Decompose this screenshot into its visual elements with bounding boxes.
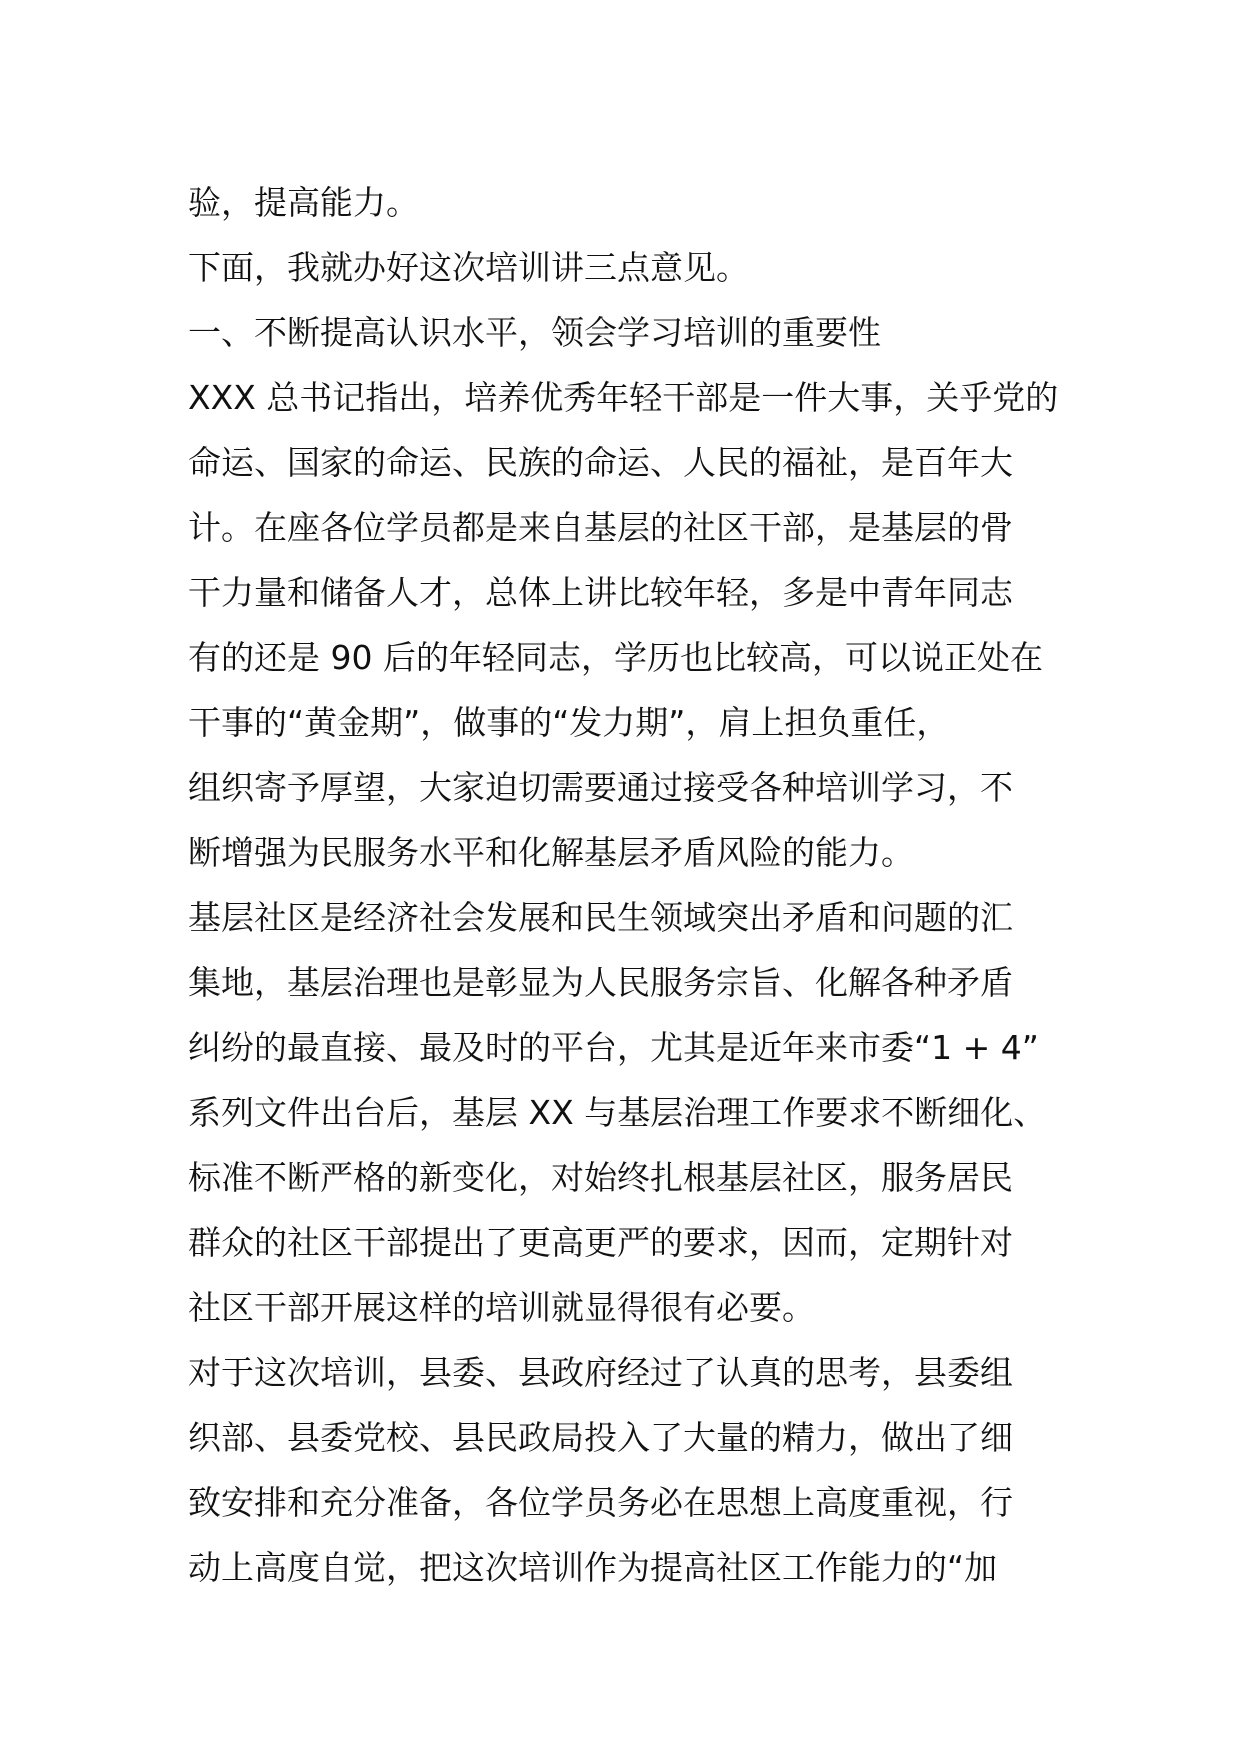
document-body: [188, 170, 1068, 1600]
text-line: 织部、县委党校、县民政局投入了大量的精力，做出了细: [188, 1418, 1013, 1457]
text-line: 基层社区是经济社会发展和民生领域突出矛盾和问题的汇: [188, 898, 1013, 937]
text-line: 组织寄予厚望，大家迫切需要通过接受各种培训学习，不: [188, 768, 1013, 807]
text-line: 验，提高能力。: [188, 183, 419, 222]
text-line: XXX 总书记指出，培养优秀年轻干部是一件大事，关乎党的: [188, 378, 1059, 417]
text-line: 系列文件出台后，基层 XX 与基层治理工作要求不断细化、: [188, 1093, 1047, 1132]
text-line: 命运、国家的命运、民族的命运、人民的福祉，是百年大: [188, 443, 1013, 482]
text-line: 集地，基层治理也是彰显为人民服务宗旨、化解各种矛盾: [188, 963, 1013, 1002]
text-line: 纠纷的最直接、最及时的平台，尤其是近年来市委“1 + 4”: [188, 1028, 1039, 1067]
text-line: 计。在座各位学员都是来自基层的社区干部，是基层的骨: [188, 508, 1013, 547]
text-line: 对于这次培训，县委、县政府经过了认真的思考，县委组: [188, 1353, 1013, 1392]
section-heading: 一、不断提高认识水平，领会学习培训的重要性: [188, 313, 881, 352]
text-line: 标准不断严格的新变化，对始终扎根基层社区，服务居民: [188, 1158, 1013, 1197]
text-line: 干力量和储备人才，总体上讲比较年轻，多是中青年同志: [188, 573, 1013, 612]
text-line: 社区干部开展这样的培训就显得很有必要。: [188, 1288, 815, 1327]
text-line: 群众的社区干部提出了更高更严的要求，因而，定期针对: [188, 1223, 1013, 1262]
text-line: 致安排和充分准备，各位学员务必在思想上高度重视，行: [188, 1483, 1013, 1522]
text-line: 有的还是 90 后的年轻同志，学历也比较高，可以说正处在: [188, 638, 1043, 677]
text-line: 下面，我就办好这次培训讲三点意见。: [188, 248, 749, 287]
text-line: 干事的“黄金期”，做事的“发力期”，肩上担负重任，: [188, 703, 950, 742]
text-line: 动上高度自觉，把这次培训作为提高社区工作能力的“加: [188, 1548, 998, 1587]
text-line: 断增强为民服务水平和化解基层矛盾风险的能力。: [188, 833, 914, 872]
